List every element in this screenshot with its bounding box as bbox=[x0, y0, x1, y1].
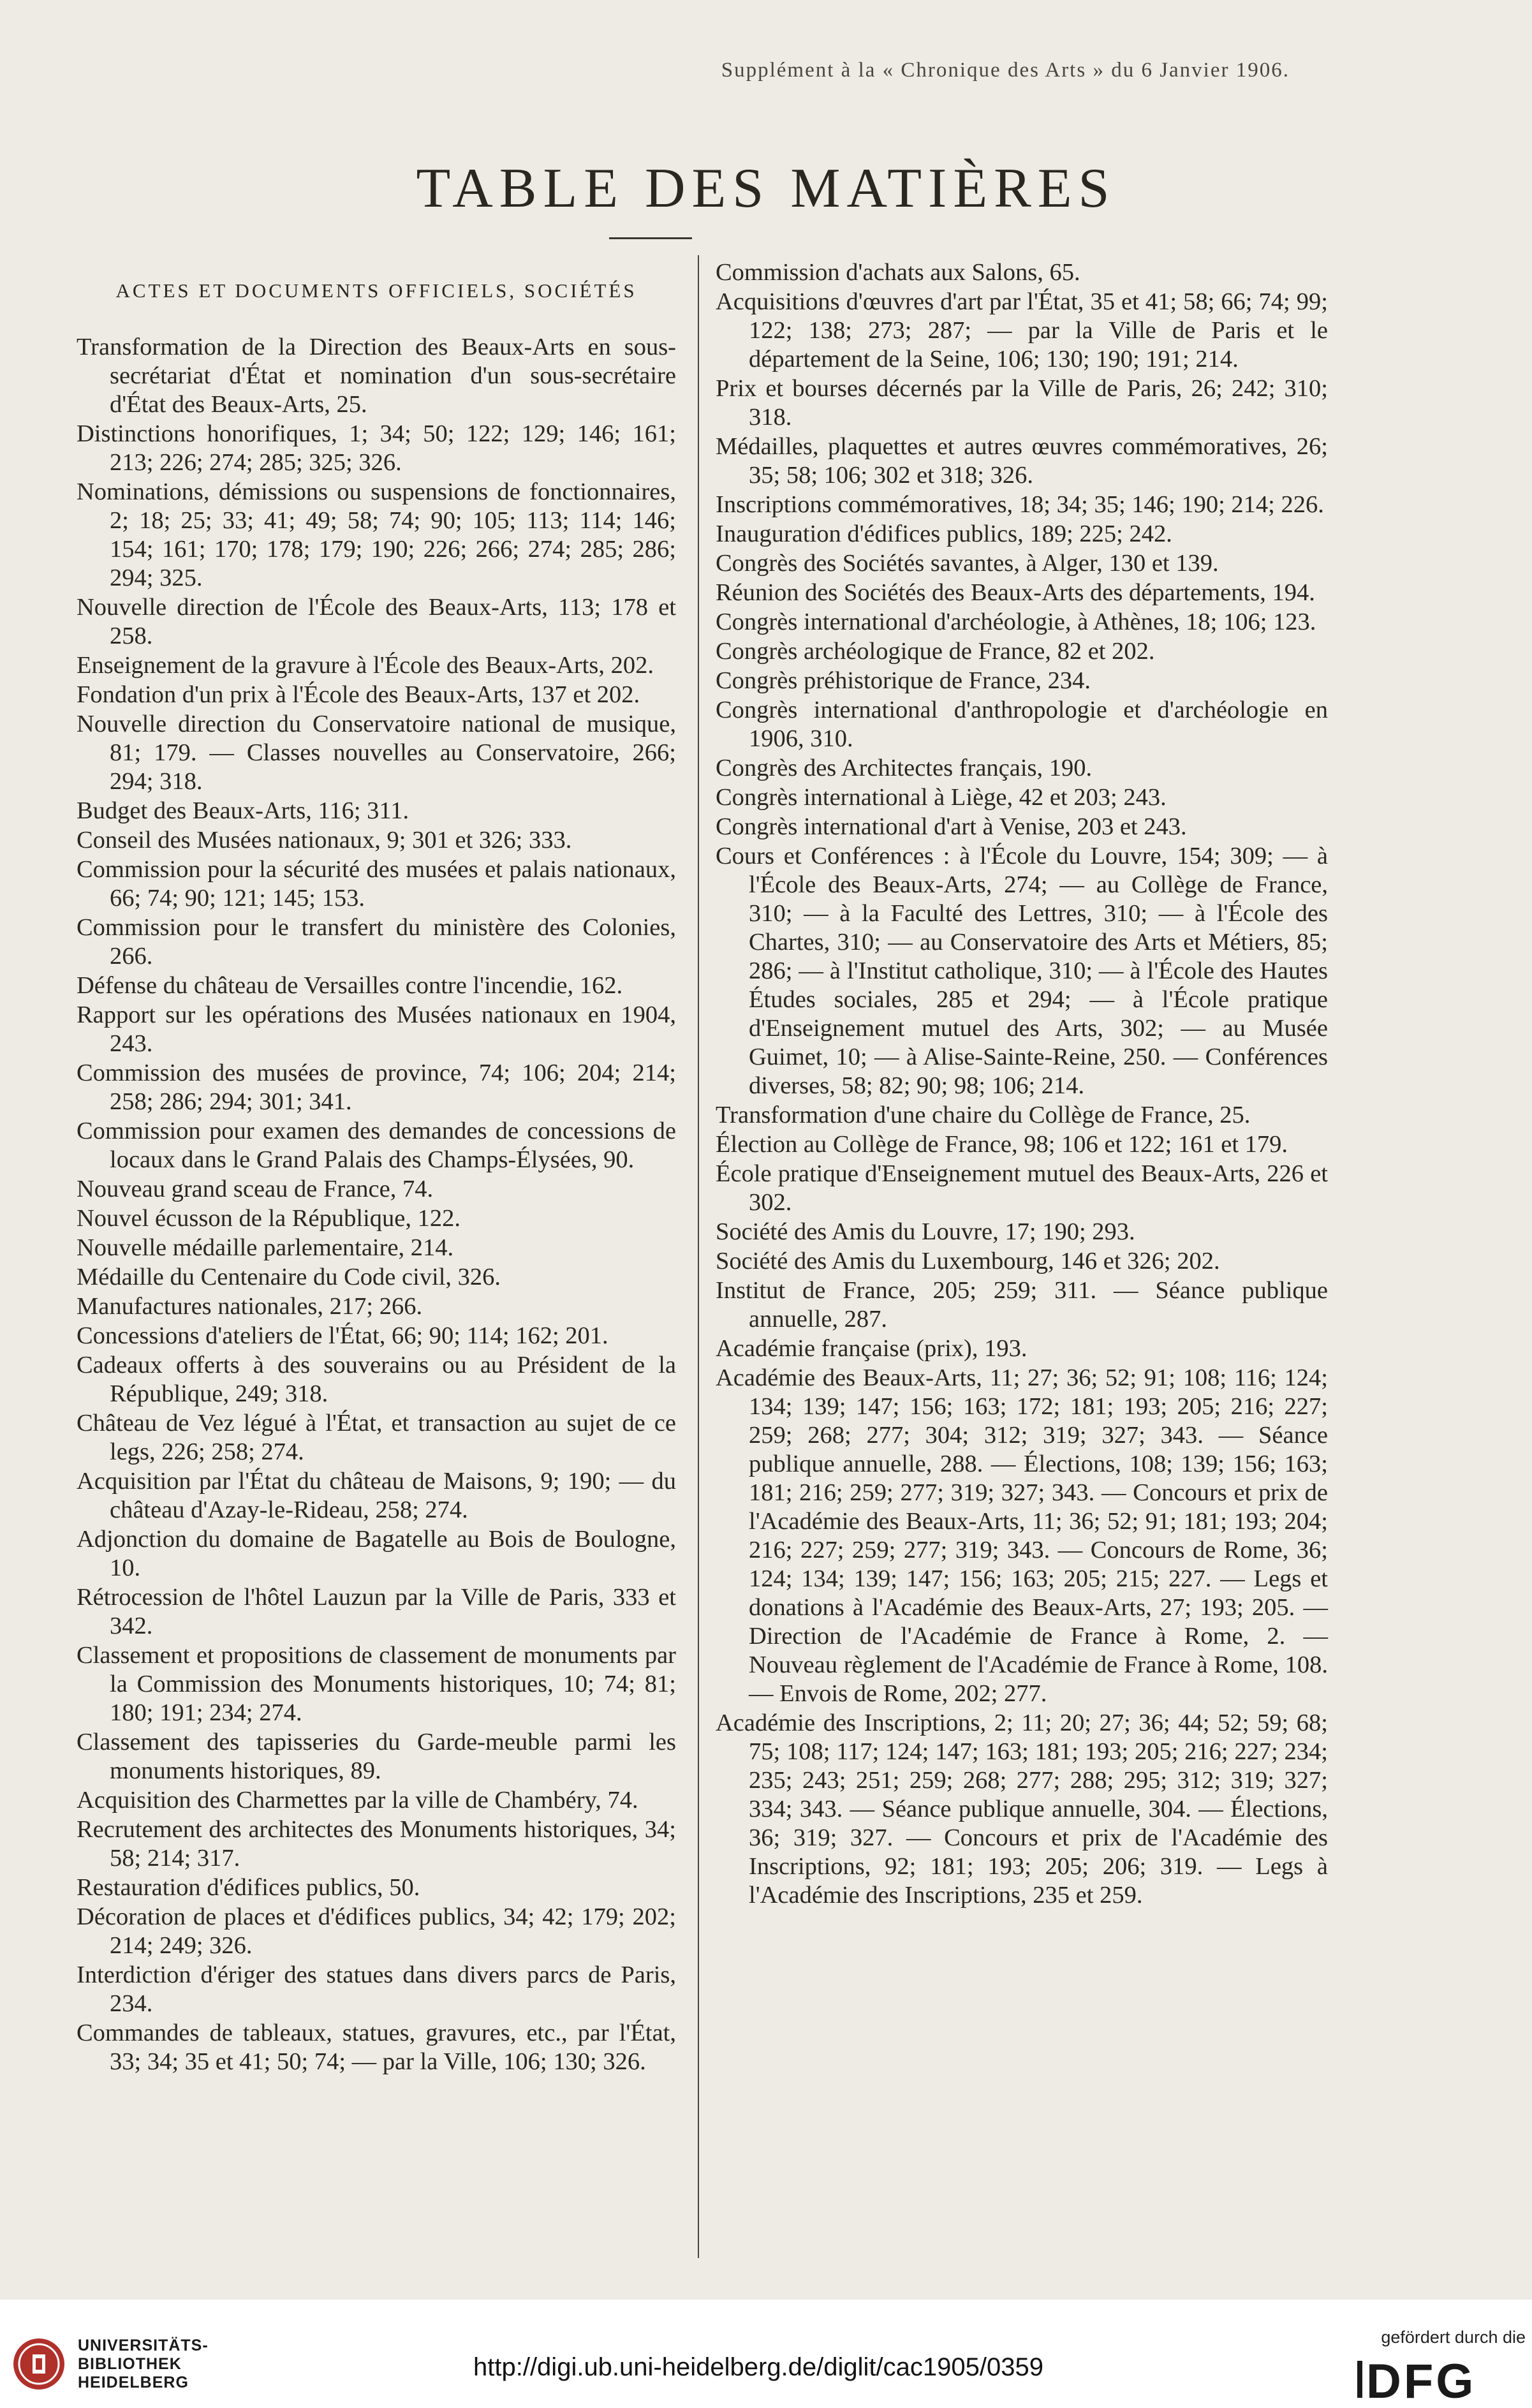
index-entry: Société des Amis du Louvre, 17; 190; 293. bbox=[716, 1218, 1135, 1245]
index-entry: Acquisitions d'œuvres d'art par l'État, 35 et 41; 58; 66; 74; 99; 122; 138; 273; 287; — par la Ville de Paris et le département de la Seine, 106; 130; 190; 191; 214. bbox=[716, 288, 1328, 373]
index-entry: Classement et propositions de classement de monuments par la Commission des Monuments historiques, 10; 74; 81; 180; 191; 234; 274. bbox=[77, 1642, 676, 1726]
right-column bbox=[716, 258, 1328, 1910]
index-entry: Fondation d'un prix à l'École des Beaux-Arts, 137 et 202. bbox=[77, 681, 640, 708]
index-entry: Restauration d'édifices publics, 50. bbox=[77, 1874, 420, 1901]
index-entry: Nouvelle direction de l'École des Beaux-Arts, 113; 178 et 258. bbox=[77, 594, 676, 649]
index-entry: Médailles, plaquettes et autres œuvres commémoratives, 26; 35; 58; 106; 302 et 318; 326. bbox=[716, 433, 1328, 489]
index-entry: Classement des tapisseries du Garde-meuble parmi les monuments historiques, 89. bbox=[77, 1729, 676, 1784]
index-entry: Élection au Collège de France, 98; 106 et 122; 161 et 179. bbox=[716, 1131, 1288, 1158]
index-entry: Commission pour le transfert du ministère des Colonies, 266. bbox=[77, 914, 676, 970]
index-entry: Congrès international d'anthropologie et d'archéologie en 1906, 310. bbox=[716, 697, 1328, 752]
index-entry: Congrès international d'art à Venise, 203 et 243. bbox=[716, 813, 1187, 840]
index-entry: Budget des Beaux-Arts, 116; 311. bbox=[77, 797, 409, 824]
left-entries bbox=[77, 333, 676, 2076]
index-entry: Conseil des Musées nationaux, 9; 301 et 326; 333. bbox=[77, 827, 572, 853]
index-entry: Décoration de places et d'édifices publics, 34; 42; 179; 202; 214; 249; 326. bbox=[77, 1903, 676, 1959]
index-entry: Acquisition par l'État du château de Maisons, 9; 190; — du château d'Azay-le-Rideau, 258; 274. bbox=[77, 1468, 676, 1523]
index-entry: Recrutement des architectes des Monuments historiques, 34; 58; 214; 317. bbox=[77, 1816, 676, 1872]
index-entry: Inauguration d'édifices publics, 189; 225; 242. bbox=[716, 521, 1172, 547]
index-entry: Congrès international d'archéologie, à Athènes, 18; 106; 123. bbox=[716, 609, 1316, 635]
index-entry: Congrès international à Liège, 42 et 203; 243. bbox=[716, 784, 1167, 811]
index-entry: Prix et bourses décernés par la Ville de Paris, 26; 242; 310; 318. bbox=[716, 375, 1328, 431]
column-divider bbox=[698, 255, 699, 2258]
index-entry: Nouveau grand sceau de France, 74. bbox=[77, 1176, 434, 1202]
index-entry: Médaille du Centenaire du Code civil, 326. bbox=[77, 1264, 501, 1290]
index-entry: Congrès des Sociétés savantes, à Alger, 130 et 139. bbox=[716, 550, 1219, 577]
index-entry: Académie des Inscriptions, 2; 11; 20; 27; 36; 44; 52; 59; 68; 75; 108; 117; 124; 147; 163; 181; 193; 205; 216; 227; 234; 235; 243; 251; 259; 268; 277; 288; 295; 312; 319; 327; 334; 343. — Séance publique annuelle, 304. — Élections, 36; 319; 327. — Concours et prix de l'Académie des Inscriptions, 92; 181; 193; 205; 206; 319. — Legs à l'Académie des Inscriptions, 235 et 259. bbox=[716, 1710, 1328, 1909]
index-entry: Commission d'achats aux Salons, 65. bbox=[716, 259, 1080, 286]
index-entry: Distinctions honorifiques, 1; 34; 50; 122; 129; 146; 161; 213; 226; 274; 285; 325; 326. bbox=[77, 420, 676, 476]
university-seal-icon bbox=[11, 2337, 66, 2391]
index-entry: Nominations, démissions ou suspensions de fonctionnaires, 2; 18; 25; 33; 41; 49; 58; 74; 90; 105; 113; 114; 146; 154; 161; 170; 178; 179; 190; 226; 266; 274; 285; 286; 294; 325. bbox=[77, 478, 676, 591]
index-entry: Commission pour examen des demandes de concessions de locaux dans le Grand Palais des Champs-Élysées, 90. bbox=[77, 1118, 676, 1173]
index-entry: Défense du château de Versailles contre l'incendie, 162. bbox=[77, 972, 623, 999]
title-underline bbox=[609, 237, 692, 239]
index-entry: Société des Amis du Luxembourg, 146 et 326; 202. bbox=[716, 1248, 1220, 1274]
university-name bbox=[78, 2337, 209, 2392]
index-entry: Interdiction d'ériger des statues dans divers parcs de Paris, 234. bbox=[77, 1961, 676, 2017]
university-line: BIBLIOTHEK bbox=[78, 2355, 182, 2373]
library-footer bbox=[0, 2300, 1532, 2408]
index-entry: Congrès des Architectes français, 190. bbox=[716, 755, 1093, 781]
index-entry: Institut de France, 205; 259; 311. — Séance publique annuelle, 287. bbox=[716, 1277, 1328, 1333]
index-entry: Transformation de la Direction des Beaux-Arts en sous-secrétariat d'État et nomination d'un sous-secrétaire d'État des Beaux-Arts, 25. bbox=[77, 334, 676, 418]
index-entry: Nouvel écusson de la République, 122. bbox=[77, 1205, 460, 1232]
index-entry: Rapport sur les opérations des Musées nationaux en 1904, 243. bbox=[77, 1001, 676, 1057]
running-header: Supplément à la « Chronique des Arts » du 6 Janvier 1906. bbox=[721, 59, 1290, 82]
dfg-logo-text: DFG bbox=[1366, 2357, 1477, 2402]
index-entry: Nouvelle médaille parlementaire, 214. bbox=[77, 1234, 454, 1261]
index-entry: Congrès préhistorique de France, 234. bbox=[716, 667, 1091, 694]
index-entry: Adjonction du domaine de Bagatelle au Bois de Boulogne, 10. bbox=[77, 1526, 676, 1581]
index-entry: Manufactures nationales, 217; 266. bbox=[77, 1293, 423, 1320]
dfg-logo bbox=[1357, 2357, 1523, 2402]
university-line: HEIDELBERG bbox=[78, 2374, 189, 2391]
index-entry: Cadeaux offerts à des souverains ou au Président de la République, 249; 318. bbox=[77, 1352, 676, 1407]
university-line: UNIVERSITÄTS- bbox=[78, 2337, 209, 2354]
index-entry: Commission pour la sécurité des musées et palais nationaux, 66; 74; 90; 121; 145; 153. bbox=[77, 856, 676, 912]
page-title: TABLE DES MATIÈRES bbox=[416, 158, 1116, 219]
index-entry: Nouvelle direction du Conservatoire national de musique, 81; 179. — Classes nouvelles au Conservatoire, 266; 294; 318. bbox=[77, 711, 676, 795]
index-entry: Concessions d'ateliers de l'État, 66; 90; 114; 162; 201. bbox=[77, 1322, 608, 1349]
index-entry: Inscriptions commémoratives, 18; 34; 35; 146; 190; 214; 226. bbox=[716, 491, 1324, 518]
index-entry: Cours et Conférences : à l'École du Louvre, 154; 309; — à l'École des Beaux-Arts, 274; — au Collège de France, 310; — à la Faculté des Lettres, 310; — à l'École des Chartes, 310; — au Conservatoire des Arts et Métiers, 85; 286; — à l'Institut catholique, 310; — à l'École des Hautes Études sociales, 285 et 294; — à l'École pratique d'Enseignement mutuel des Arts, 302; — au Musée Guimet, 10; — à Alise-Sainte-Reine, 250. — Conférences diverses, 58; 82; 90; 98; 106; 214. bbox=[716, 843, 1328, 1099]
index-entry: Acquisition des Charmettes par la ville de Chambéry, 74. bbox=[77, 1787, 638, 1813]
index-entry: Enseignement de la gravure à l'École des Beaux-Arts, 202. bbox=[77, 652, 654, 679]
index-entry: Congrès archéologique de France, 82 et 202. bbox=[716, 638, 1155, 665]
index-entry: École pratique d'Enseignement mutuel des Beaux-Arts, 226 et 302. bbox=[716, 1160, 1328, 1216]
index-entry: Commandes de tableaux, statues, gravures, etc., par l'État, 33; 34; 35 et 41; 50; 74; — par la Ville, 106; 130; 326. bbox=[77, 2020, 676, 2075]
right-entries bbox=[716, 258, 1328, 1910]
index-entry: Rétrocession de l'hôtel Lauzun par la Ville de Paris, 333 et 342. bbox=[77, 1584, 676, 1639]
section-heading: ACTES ET DOCUMENTS OFFICIELS, SOCIÉTÉS bbox=[115, 279, 637, 302]
source-url-link[interactable]: http://digi.ub.uni-heidelberg.de/diglit/cac1905/0359 bbox=[473, 2353, 1043, 2381]
index-entry: Réunion des Sociétés des Beaux-Arts des départements, 194. bbox=[716, 579, 1315, 606]
index-entry: Château de Vez légué à l'État, et transaction au sujet de ce legs, 226; 258; 274. bbox=[77, 1410, 676, 1465]
index-entry: Transformation d'une chaire du Collège de France, 25. bbox=[716, 1102, 1251, 1128]
index-entry: Académie des Beaux-Arts, 11; 27; 36; 52; 91; 108; 116; 124; 134; 139; 147; 156; 163; 172; 181; 193; 205; 216; 227; 259; 268; 277; 304; 312; 319; 327; 343. — Séance publique annuelle, 288. — Élections, 108; 139; 156; 163; 181; 216; 259; 277; 319; 327; 343. — Concours et prix de l'Académie des Beaux-Arts, 11; 36; 52; 91; 181; 193; 204; 216; 227; 259; 277; 319; 343. — Concours de Rome, 36; 124; 134; 139; 147; 156; 163; 205; 215; 227. — Legs et donations à l'Académie des Beaux-Arts, 27; 193; 205. — Direction de l'Académie de France à Rome, 2. — Nouveau règlement de l'Académie de France à Rome, 108. — Envois de Rome, 202; 277. bbox=[716, 1364, 1328, 1707]
left-column bbox=[77, 258, 676, 2077]
sponsor-label: gefördert durch die bbox=[1381, 2328, 1526, 2347]
index-entry: Académie française (prix), 193. bbox=[716, 1335, 1027, 1362]
index-entry: Commission des musées de province, 74; 106; 204; 214; 258; 286; 294; 301; 341. bbox=[77, 1060, 676, 1115]
